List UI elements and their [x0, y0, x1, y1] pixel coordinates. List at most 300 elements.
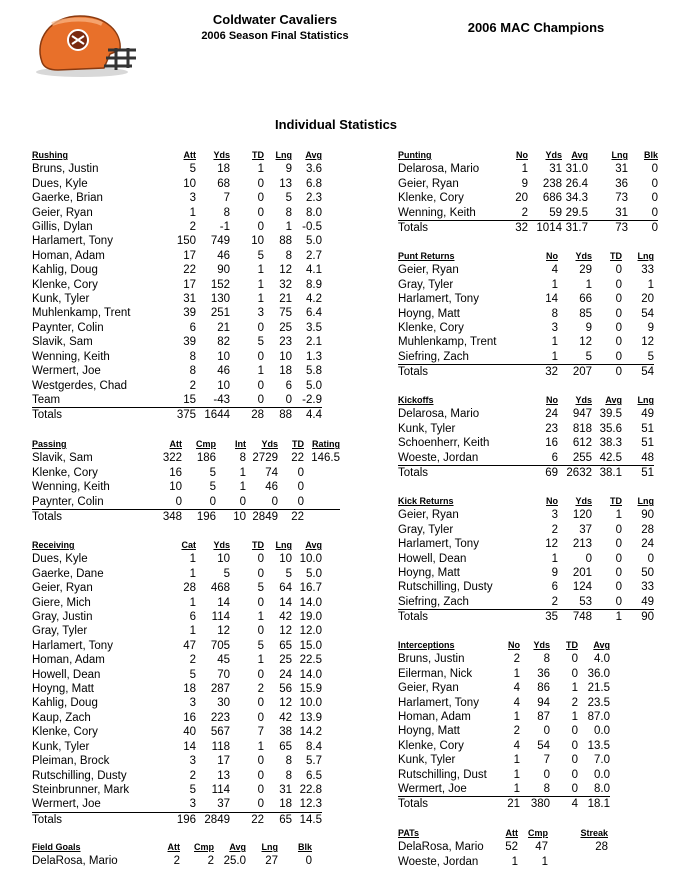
stat-value: 36.0 [587, 667, 610, 680]
table-row [398, 595, 654, 610]
stat-value: 13 [279, 177, 292, 190]
player-name: Harlamert, Tony [398, 538, 479, 551]
stat-value: 64 [279, 582, 292, 595]
header-row [32, 538, 322, 552]
stat-value: 0 [615, 552, 622, 565]
stat-value: 2 [189, 379, 196, 392]
stat-value: 4.2 [306, 293, 322, 306]
player-name: Harlamert, Tony [32, 235, 113, 248]
stat-value: 7 [257, 726, 264, 739]
column-header: Yds [213, 540, 230, 550]
column-header: No [508, 640, 520, 650]
stat-value: 1 [585, 278, 592, 291]
totals-row [398, 221, 658, 236]
stat-value: 6.8 [306, 177, 322, 190]
stat-value: 21 [279, 293, 292, 306]
stat-value: 0 [297, 481, 304, 494]
column-header-name: Rushing [32, 150, 68, 160]
stat-value: 3 [189, 192, 196, 205]
table-row [398, 177, 658, 191]
stat-value: 90 [622, 610, 654, 625]
stat-value: 59 [549, 206, 562, 219]
stat-value: 238 [542, 177, 562, 190]
stat-value: 1 [551, 552, 558, 565]
table-row [32, 220, 322, 234]
stat-value: 54 [537, 739, 550, 752]
table-row [398, 307, 654, 321]
player-name: Kahlig, Doug [32, 264, 98, 277]
stat-value: 24 [279, 668, 292, 681]
table-row [32, 335, 322, 349]
stat-value: 8 [223, 206, 230, 219]
stat-value: 46 [217, 249, 230, 262]
stat-value: 7 [543, 754, 550, 767]
column-header: Yds [213, 150, 230, 160]
player-name: Rutschilling, Dusty [398, 581, 493, 594]
stat-value: 0 [257, 697, 264, 710]
stat-value: 6 [189, 321, 196, 334]
player-name: Bruns, Justin [32, 163, 99, 176]
stat-value: 16 [169, 466, 182, 479]
column-header: Cmp [194, 842, 214, 852]
player-name: Hoyng, Matt [32, 683, 94, 696]
stat-value: 6 [551, 451, 558, 464]
stat-value: 1 [513, 783, 520, 796]
stat-value: 124 [572, 581, 592, 594]
stat-value: 7.0 [594, 754, 610, 767]
stat-value: 10.0 [299, 697, 322, 710]
totals-row [32, 408, 322, 423]
stat-value: 9 [521, 177, 528, 190]
player-name: Wenning, Keith [32, 481, 110, 494]
stat-value: 8 [543, 783, 550, 796]
stat-value: 0 [615, 538, 622, 551]
player-name: DelaRosa, Mario [398, 841, 484, 854]
stat-value: 51 [641, 437, 654, 450]
stat-value: 0 [257, 769, 264, 782]
header-row [398, 249, 654, 263]
stat-value: 21.5 [587, 682, 610, 695]
stat-value: 23 [545, 422, 558, 435]
stat-value: 3 [551, 322, 558, 335]
stat-value: 0 [257, 711, 264, 724]
stat-value: 10 [251, 235, 264, 248]
stat-value: 22 [278, 510, 304, 525]
stat-value [304, 510, 340, 525]
stat-value: 31 [549, 163, 562, 176]
stat-value: 16.7 [299, 582, 322, 595]
stat-value: 0 [651, 163, 658, 176]
stat-value: 13.5 [587, 739, 610, 752]
stat-value: 16 [183, 711, 196, 724]
stat-value: 7 [223, 192, 230, 205]
stat-value: 1 [615, 509, 622, 522]
stat-value: 45 [217, 654, 230, 667]
stat-value: 120 [572, 509, 592, 522]
stat-value: 4 [513, 739, 520, 752]
stat-value: 2 [513, 653, 520, 666]
stat-value: 380 [520, 797, 550, 812]
stat-value: 0 [571, 653, 578, 666]
stat-value: 70 [217, 668, 230, 681]
stat-value: 818 [572, 422, 592, 435]
stat-value: 5 [189, 163, 196, 176]
table-row [398, 451, 654, 466]
stat-value: 2 [513, 725, 520, 738]
stat-value: 0 [239, 495, 246, 508]
stat-value: 5.0 [306, 567, 322, 580]
table-row [32, 495, 340, 510]
stat-value: 0 [615, 336, 622, 349]
player-name: Gray, Tyler [398, 523, 454, 536]
stat-value: 0 [257, 192, 264, 205]
player-name: Hoyng, Matt [398, 567, 460, 580]
column-header: Blk [643, 150, 658, 160]
stat-value: 6 [285, 379, 292, 392]
column-header: Lng [637, 251, 654, 261]
table-row [32, 191, 322, 205]
stat-value: 0 [257, 567, 264, 580]
table-row [32, 321, 322, 335]
stat-value: 186 [196, 452, 216, 465]
stat-value: 21 [217, 321, 230, 334]
stat-value [548, 855, 578, 869]
stat-value: 3.6 [306, 163, 322, 176]
stat-value: 287 [210, 683, 230, 696]
player-name: Wermert, Joe [398, 783, 467, 796]
table-row [398, 753, 610, 767]
stat-value: 50 [641, 567, 654, 580]
stat-value: 1 [239, 481, 246, 494]
stat-value: 32 [522, 365, 558, 380]
stat-value: 12.3 [299, 798, 322, 811]
stat-value: 54 [622, 365, 654, 380]
stat-value: 22 [291, 452, 304, 465]
column-header: Att [167, 842, 180, 852]
table-row [32, 711, 322, 725]
stat-value: 612 [572, 437, 592, 450]
stat-value: 348 [132, 510, 182, 525]
table-row [398, 523, 654, 537]
column-header: Yds [545, 150, 562, 160]
stat-value: 51 [641, 422, 654, 435]
stat-value: 15.9 [299, 683, 322, 696]
player-name: Delarosa, Mario [398, 163, 480, 176]
stat-value: 12.0 [299, 625, 322, 638]
stat-value: 5.8 [306, 365, 322, 378]
stat-value: 748 [558, 610, 592, 625]
column-header: Int [235, 439, 246, 449]
player-name: Harlamert, Tony [398, 293, 479, 306]
stat-value: 0 [257, 177, 264, 190]
stat-value: 37 [579, 523, 592, 536]
stat-value: 8 [551, 307, 558, 320]
stat-value: 1 [257, 163, 264, 176]
stat-value: 1.3 [306, 350, 322, 363]
team-name: Coldwater Cavaliers [212, 12, 338, 27]
stat-value: 42.5 [599, 451, 622, 464]
stat-value: 27 [265, 855, 278, 868]
header-row [398, 494, 654, 508]
stat-value: 18 [279, 798, 292, 811]
punt-returns-table [398, 249, 654, 380]
stat-value: 47 [183, 639, 196, 652]
header-row [398, 393, 654, 407]
stat-value: -43 [213, 393, 230, 406]
stat-value: 73 [588, 221, 628, 236]
stat-value: 33 [641, 581, 654, 594]
stat-value: 1 [571, 711, 578, 724]
stat-value: 1 [513, 667, 520, 680]
stat-value: 90 [641, 509, 654, 522]
stat-value: 34.3 [565, 192, 588, 205]
stat-value: 28 [230, 408, 264, 423]
stat-value: 8 [285, 249, 292, 262]
stat-value: 4 [513, 682, 520, 695]
player-name: Klenke, Cory [398, 739, 464, 752]
stat-value: 0 [628, 221, 658, 236]
stat-value: 0 [209, 495, 216, 508]
table-row [32, 393, 322, 408]
column-header: No [546, 496, 558, 506]
stat-value: 1 [551, 350, 558, 363]
player-name: Dues, Kyle [32, 553, 88, 566]
pats-table [398, 826, 608, 869]
column-header: Yds [575, 251, 592, 261]
stat-value: 65 [279, 639, 292, 652]
stat-value: 0 [615, 581, 622, 594]
stat-value: 255 [572, 451, 592, 464]
stat-value: 19.0 [299, 611, 322, 624]
player-name: Paynter, Colin [32, 495, 104, 508]
stat-value: 15 [183, 393, 196, 406]
player-name: Gillis, Dylan [32, 221, 93, 234]
stat-value: 6.5 [306, 769, 322, 782]
column-header [548, 826, 578, 840]
player-name: Dues, Kyle [32, 177, 88, 190]
stat-value: 9 [647, 322, 654, 335]
stat-value: 0 [543, 725, 550, 738]
stat-value: 9 [585, 322, 592, 335]
stat-value: 1 [189, 625, 196, 638]
stat-value: 1 [592, 610, 622, 625]
header-row [398, 148, 658, 162]
stat-value: 3 [257, 307, 264, 320]
player-name: Harlamert, Tony [398, 696, 479, 709]
stat-value: 9 [551, 567, 558, 580]
table-row [398, 162, 658, 176]
stat-value: 32 [504, 221, 528, 236]
column-header-name: Passing [32, 439, 67, 449]
stat-value: 66 [579, 293, 592, 306]
stat-value: 5.7 [306, 755, 322, 768]
column-header: Lng [611, 150, 628, 160]
stat-value: -1 [219, 221, 230, 234]
totals-row [398, 365, 654, 380]
column-header: Avg [593, 640, 610, 650]
stat-value: 68 [217, 177, 230, 190]
player-name: Wenning, Keith [32, 350, 110, 363]
player-name: Wermert, Joe [32, 798, 101, 811]
stat-value: 1 [257, 278, 264, 291]
stat-value: 251 [210, 307, 230, 320]
player-name: Steinbrunner, Mark [32, 783, 130, 796]
stat-value: 1 [551, 278, 558, 291]
stat-value: 2 [189, 654, 196, 667]
stat-value: 23.5 [587, 696, 610, 709]
stat-value: 20 [641, 293, 654, 306]
stat-value: 1 [521, 163, 528, 176]
stat-value: 5 [585, 350, 592, 363]
column-header: Avg [305, 150, 322, 160]
stat-value: 18 [279, 365, 292, 378]
column-header: Lng [275, 150, 292, 160]
stat-value: 46 [217, 365, 230, 378]
stat-value: 3 [189, 798, 196, 811]
stat-value: 5 [209, 481, 216, 494]
player-name: Homan, Adam [32, 249, 105, 262]
stat-value: 2.3 [306, 192, 322, 205]
stat-value: 0 [592, 365, 622, 380]
stat-value: 118 [211, 740, 230, 753]
stat-value: 1 [257, 365, 264, 378]
stat-value: 10 [217, 379, 230, 392]
player-name: Kaup, Zach [32, 711, 91, 724]
stat-value: 1 [571, 682, 578, 695]
stat-value: 31 [615, 163, 628, 176]
stat-value: 0.0 [594, 768, 610, 781]
column-header: No [516, 150, 528, 160]
stat-value: 5 [257, 336, 264, 349]
stat-value: 0 [257, 350, 264, 363]
stat-value: 0 [615, 523, 622, 536]
stat-value: 5 [285, 567, 292, 580]
player-name: Paynter, Colin [32, 321, 104, 334]
stat-value: 14 [217, 596, 230, 609]
column-header: Att [183, 150, 196, 160]
column-header: Blk [297, 842, 312, 852]
stat-value: 22.5 [299, 654, 322, 667]
table-row [32, 682, 322, 696]
player-name: Klenke, Cory [398, 322, 464, 335]
column-header-name: Kickoffs [398, 395, 434, 405]
player-name: Wermert, Joe [32, 365, 101, 378]
stat-value: 1 [257, 740, 264, 753]
stat-value: 0 [571, 754, 578, 767]
table-row [398, 710, 610, 724]
stat-value: 686 [542, 192, 562, 205]
stat-value: 1 [189, 567, 196, 580]
column-header: Lng [275, 540, 292, 550]
stat-value: 1 [513, 711, 520, 724]
stat-value: 1 [189, 206, 196, 219]
column-header: Lng [637, 395, 654, 405]
stat-value: 8 [285, 206, 292, 219]
stat-value: 947 [572, 408, 592, 421]
stat-value: 18 [217, 163, 230, 176]
stat-value: 36 [615, 177, 628, 190]
stat-value: 56 [279, 683, 292, 696]
stat-value: 12 [279, 697, 292, 710]
stat-value: 1 [257, 611, 264, 624]
champions-title: 2006 MAC Champions [467, 20, 605, 35]
stat-value: 14 [545, 293, 558, 306]
stat-value: 1 [257, 654, 264, 667]
table-row [32, 177, 322, 191]
column-header: TD [292, 439, 304, 449]
totals-row [32, 812, 322, 827]
stat-value: 4 [551, 264, 558, 277]
stat-value: 10.0 [299, 553, 322, 566]
header-row [32, 148, 322, 162]
stat-value: 48 [641, 451, 654, 464]
stat-value: 17 [217, 755, 230, 768]
player-name: Totals [32, 408, 158, 423]
player-name: Kunk, Tyler [32, 740, 90, 753]
column-header: Att [505, 828, 518, 838]
player-name: Geier, Ryan [398, 509, 459, 522]
stat-value: 73 [615, 192, 628, 205]
stat-value: 114 [211, 783, 230, 796]
column-header: Rating [312, 439, 340, 449]
stat-value: 1 [511, 855, 518, 868]
football-helmet-icon [28, 10, 140, 78]
section-title: Individual Statistics [274, 117, 398, 132]
table-row [398, 768, 610, 782]
stat-value: 3 [551, 509, 558, 522]
stat-value: 3.5 [306, 321, 322, 334]
table-row [398, 681, 610, 695]
stat-value: 0 [651, 177, 658, 190]
stat-value: 15.0 [299, 639, 322, 652]
field-goals-table [32, 840, 312, 869]
stat-value: 38 [279, 726, 292, 739]
player-name: Geier, Ryan [398, 177, 459, 190]
stat-value: 223 [210, 711, 230, 724]
stat-value: 53 [579, 595, 592, 608]
stat-value: 201 [572, 567, 592, 580]
column-header-name: Field Goals [32, 842, 81, 852]
player-name: Homan, Adam [398, 711, 471, 724]
stat-value: 25 [279, 654, 292, 667]
table-row [398, 335, 654, 349]
totals-row [398, 610, 654, 625]
stat-value: 8.9 [306, 278, 322, 291]
stat-value: 35.6 [599, 422, 622, 435]
player-name: Kahlig, Doug [32, 697, 98, 710]
table-row [32, 480, 340, 494]
stat-value: 12 [545, 538, 558, 551]
table-row [32, 263, 322, 277]
stat-value: 0 [257, 221, 264, 234]
player-name: Bruns, Justin [398, 653, 465, 666]
stat-value: 39 [183, 336, 196, 349]
column-header: TD [610, 496, 622, 506]
stat-value: 1 [551, 336, 558, 349]
stat-value: 0 [585, 552, 592, 565]
player-name: Totals [398, 365, 522, 380]
totals-row [32, 510, 340, 525]
stat-value: 87 [537, 711, 550, 724]
player-name: Giere, Mich [32, 596, 91, 609]
stat-value: 20 [515, 192, 528, 205]
table-row [32, 552, 322, 566]
header-row [398, 638, 610, 652]
stat-value: 10 [217, 553, 230, 566]
stat-value: 0 [615, 278, 622, 291]
player-name: Totals [32, 510, 132, 525]
player-name: Klenke, Cory [32, 726, 98, 739]
